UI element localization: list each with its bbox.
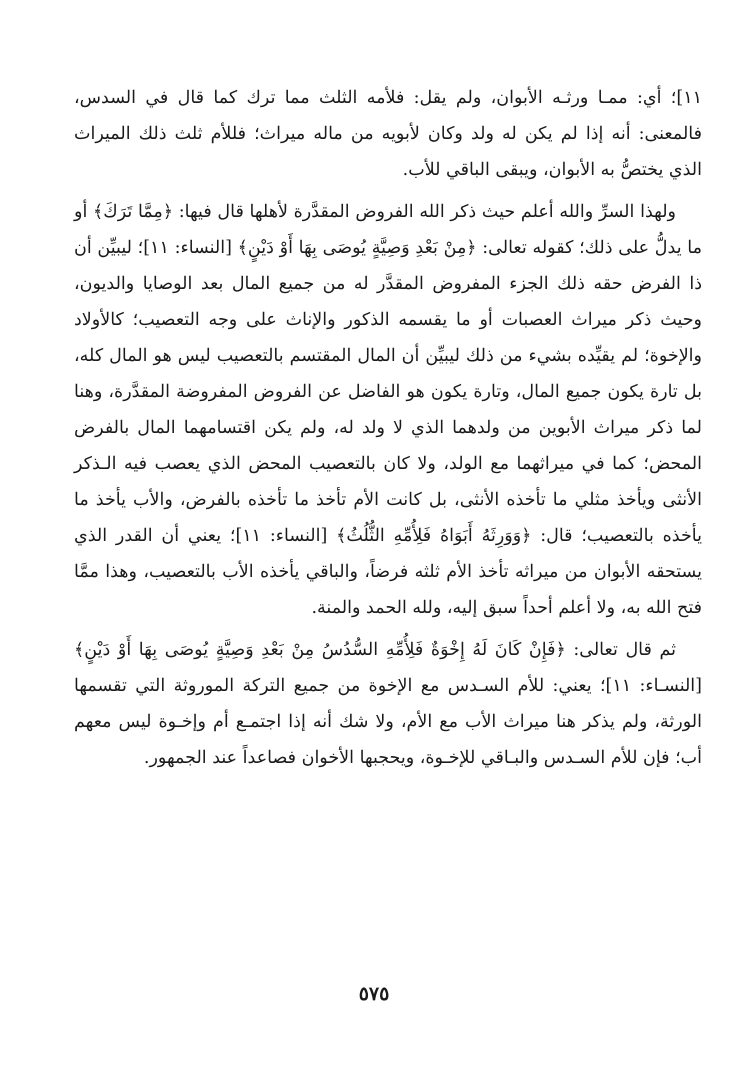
paragraph-3: ثم قال تعالى: ﴿فَإِنْ كَانَ لَهُ إِخْوَةٌ فَلِأُمِّهِ السُّدُسُ مِنْ بَعْدِ وَصِيَّةٍ يُوصَى بِهَا أَوْ دَيْنٍ﴾ [النسـاء: ١١]؛ يعني: للأم السـدس مع الإخوة من جميع التركة الموروثة التي تقسمها الورثة، ولم يذكر هنا ميراث الأب مع الأم، ولا شك أنه إذا اجتمـع أم وإخـوة ليس معهم أب؛ فإن للأم السـدس والبـاقي للإخـوة، ويحجبها الأخوان فصاعداً عند الجمهور.	[74, 640, 702, 768]
page-number: ٥٧٥	[358, 983, 390, 1005]
paragraph-2: ولهذا السرِّ والله أعلم حيث ذكر الله الفروض المقدَّرة لأهلها قال فيها: ﴿مِمَّا تَرَكَ﴾ أو ما يدلُّ على ذلك؛ كقوله تعالى: ﴿مِنْ بَعْدِ وَصِيَّةٍ يُوصَى بِهَا أَوْ دَيْنٍ﴾ [النساء: ١١]؛ ليبيِّن أن ذا الفرض حقه ذلك الجزء المفروض المقدَّر له من جميع المال بعد الوصايا والديون، وحيث ذكر ميراث العصبات أو ما يقسمه الذكور والإناث على وجه التعصيب؛ كالأولاد والإخوة؛ لم يقيِّده بشيء من ذلك ليبيِّن أن المال المقتسم بالتعصيب ليس هو المال كله، بل تارة يكون جميع المال، وتارة يكون هو الفاضل عن الفروض المفروضة المقدَّرة، وهنا لما ذكر ميراث الأبوين من ولدهما الذي لا ولد له، ولم يكن اقتسامهما المال بالفرض المحض؛ كما في ميراثهما مع الولد، ولا كان بالتعصيب المحض الذي يعصب فيه الـذكر الأنثى ويأخذ مثلي ما تأخذه الأنثى، بل كانت الأم تأخذ ما تأخذه بالفرض، والأب يأخذ ما يأخذه بالتعصيب؛ قال: ﴿وَوَرِثَهُ أَبَوَاهُ فَلِأُمِّهِ الثُّلُثُ﴾ [النساء: ١١]؛ يعني أن القدر الذي يستحقه الأبوان من ميراثه تأخذ الأم ثلثه فرضاً، والباقي يأخذه الأب بالتعصيب، وهذا ممَّا فتح الله به، ولا أعلم أحداً سبق إليه، ولله الحمد والمنة.	[74, 202, 703, 618]
page-body	[74, 80, 702, 776]
paragraph-1: ١١]؛ أي: ممـا ورثـه الأبوان، ولم يقل: فلأمه الثلث مما ترك كما قال في السدس، فالمعنى: أنه إذا لم يكن له ولد وكان لأبويه من ماله ميراث؛ فللأم ثلث ذلك الميراث الذي يختصُّ به الأبوان، ويبقى الباقي للأب.	[74, 88, 702, 180]
